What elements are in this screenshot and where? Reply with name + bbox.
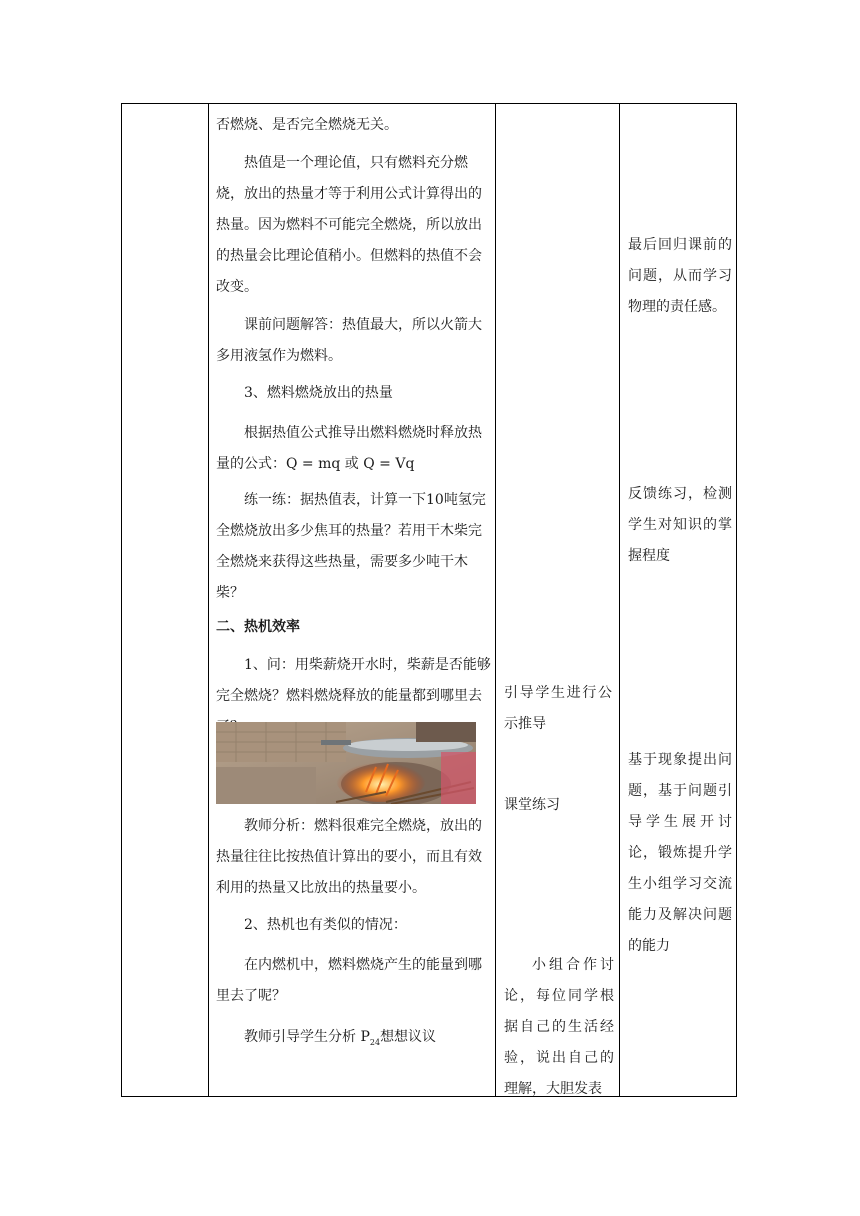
main-paragraph-4 <box>216 378 492 409</box>
main-paragraph-9-text: 2、热机也有类似的情况： <box>244 917 407 933</box>
main-paragraph-10-text: 在内燃机中，燃料燃烧产生的能量到哪里去了呢？ <box>216 957 482 1004</box>
firewood-photo <box>216 722 476 804</box>
main-paragraph-3-text: 课前问题解答：热值最大，所以火箭大多用液氢作为燃料。 <box>216 317 482 364</box>
main-paragraph-4-text: 3、燃料燃烧放出的热量 <box>244 385 393 401</box>
main-paragraph-7-text: 1、问：用柴薪烧开水时，柴薪是否能够完全燃烧？燃料燃烧释放的能量都到哪里去 <box>216 657 491 704</box>
main-paragraph-3 <box>216 310 492 372</box>
design-intent-2: 反馈练习，检测学生对知识的掌握程度 <box>628 486 732 564</box>
design-intent-1: 最后回归课前的问题，从而学习物理的责任感。 <box>628 237 732 315</box>
lesson-table <box>121 103 737 1097</box>
main-paragraph-8-text: 教师分析：燃料很难完全燃烧，放出的热量往往比按热值计算出的要小，而且有效利用的热量又比放出的热量要小。 <box>216 818 482 896</box>
main-paragraph-2-text: 热值是一个理论值，只有燃料充分燃烧，放出的热量才等于利用公式计算得出的热量。因为燃料不可能完全燃烧，所以放出的热量会比理论值稍小。但燃料的热值不会改变。 <box>216 155 482 295</box>
column-divider-1 <box>208 104 209 1096</box>
design-intent-3: 基于现象提出问题，基于问题引导学生展开讨论，锻炼提升学生小组学习交流能力及解决问题的能力 <box>628 752 732 954</box>
main-paragraph-2 <box>216 148 492 303</box>
main-paragraph-5 <box>216 418 492 480</box>
main-paragraph-8 <box>216 811 492 904</box>
main-paragraph-1: 否燃烧、是否完全燃烧无关。 <box>216 117 398 133</box>
main-paragraph-9 <box>216 910 492 941</box>
main-paragraph-5-text: 根据热值公式推导出燃料燃烧时释放热量的公式：Q = mq 或 Q = Vq <box>216 425 482 472</box>
section-heading: 二、热机效率 <box>216 619 300 635</box>
student-activity-2: 课堂练习 <box>504 797 560 813</box>
student-activity-3-text: 小组合作讨论，每位同学根据自己的生活经验，说出自己的理解，大胆发表 <box>504 957 614 1097</box>
main-paragraph-11 <box>216 1022 492 1058</box>
column-divider-2 <box>495 104 496 1096</box>
main-paragraph-10 <box>216 950 492 1012</box>
student-activity-3 <box>504 950 614 1105</box>
main-paragraph-11-text: 教师引导学生分析 P <box>244 1029 370 1045</box>
page-subscript: 24 <box>369 1037 381 1047</box>
main-paragraph-11-end: 想想议议 <box>380 1029 437 1045</box>
main-paragraph-6 <box>216 485 492 609</box>
column-divider-3 <box>619 104 620 1096</box>
student-activity-1: 引导学生进行公示推导 <box>504 685 612 732</box>
main-paragraph-6-text: 练一练：据热值表，计算一下10吨氢完全燃烧放出多少焦耳的热量？若用干木柴完全燃烧来获得这些热量，需要多少吨干木柴？ <box>216 492 486 601</box>
firewood-photo-image <box>216 722 476 804</box>
